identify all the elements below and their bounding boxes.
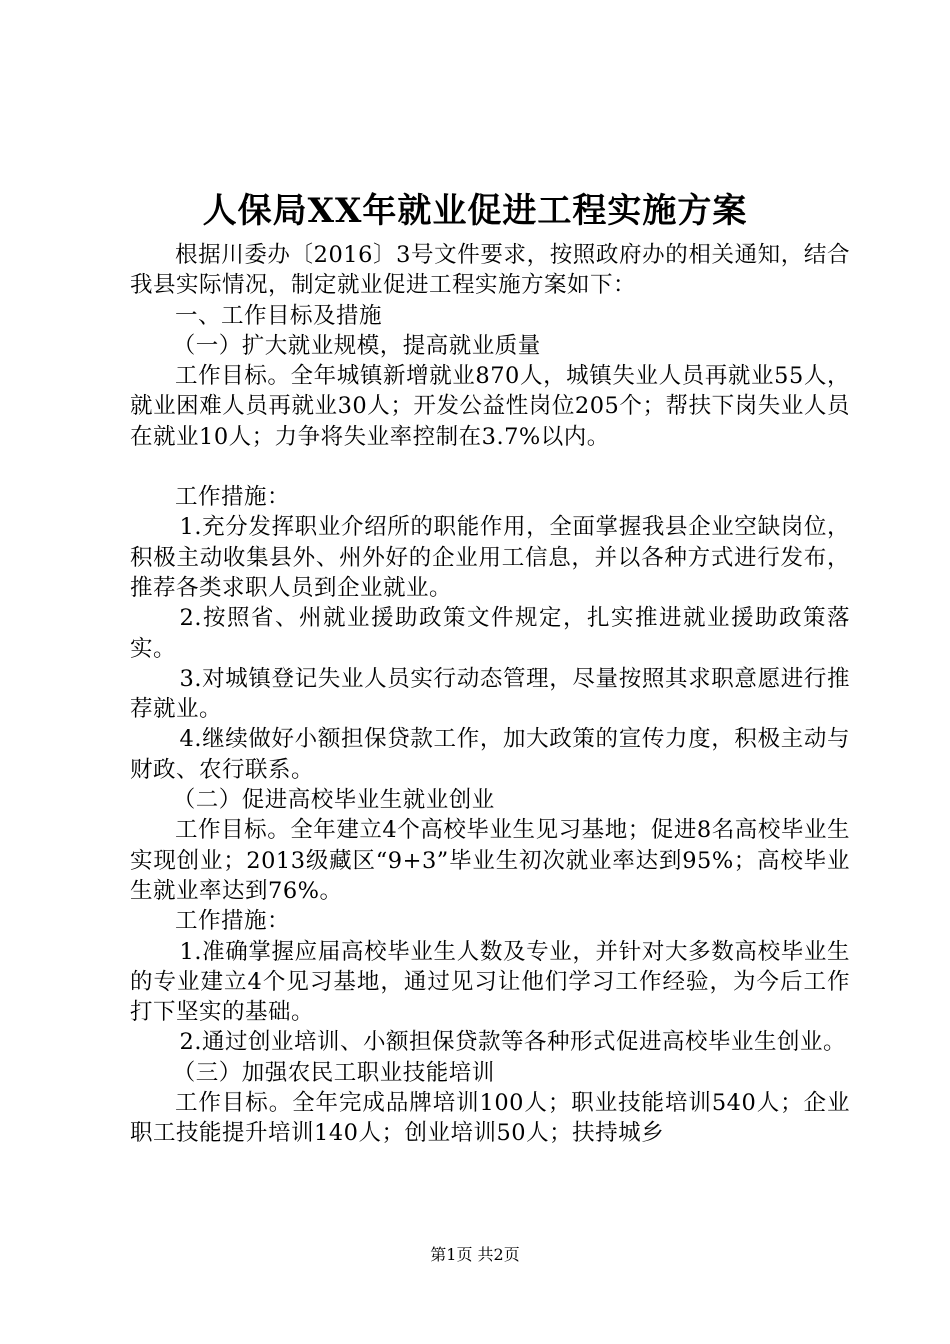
work-goal-paragraph: 工作目标。全年完成品牌培训100人；职业技能培训540人；企业职工技能提升培训140人；创业培训50人；扶持城乡 [130,1090,850,1147]
measure-item: 2.按照省、州就业援助政策文件规定，扎实推进就业援助政策落实。 [130,605,850,662]
measure-item: 4.继续做好小额担保贷款工作，加大政策的宣传力度，积极主动与财政、农行联系。 [130,726,850,783]
work-measures-heading: 工作措施： [175,908,291,935]
subsection-heading: （三）加强农民工职业技能培训 [172,1059,495,1086]
section-heading: 一、工作目标及措施 [175,302,383,329]
page-footer: 第1页 共2页 [430,1245,520,1264]
work-goal-paragraph: 工作目标。全年城镇新增就业870人，城镇失业人员再就业55人，就业困难人员再就业30人；开发公益性岗位205个；帮扶下岗失业人员在就业10人；力争将失业率控制在3.7%以内。 [130,363,850,450]
work-measures-heading: 工作措施： [175,484,291,511]
paragraph-gap [130,452,850,482]
work-goal-paragraph: 工作目标。全年建立4个高校毕业生见习基地；促进8名高校毕业生实现创业；2013级藏区“9+3”毕业生初次就业率达到95%；高校毕业生就业率达到76%。 [130,817,850,904]
subsection-heading: （二）促进高校毕业生就业创业 [172,787,495,814]
measure-item: 1.充分发挥职业介绍所的职能作用，全面掌握我县企业空缺岗位，积极主动收集县外、州外好的企业用工信息，并以各种方式进行发布，推荐各类求职人员到企业就业。 [130,514,850,601]
intro-paragraph: 根据川委办〔2016〕3号文件要求，按照政府办的相关通知，结合我县实际情况，制定就业促进工程实施方案如下： [130,242,850,299]
document-title: 人保局XX年就业促进工程实施方案 [202,191,748,231]
measure-item: 2.通过创业培训、小额担保贷款等各种形式促进高校毕业生创业。 [179,1029,846,1056]
document-body [130,240,850,1149]
measure-item: 1.准确掌握应届高校毕业生人数及专业，并针对大多数高校毕业生的专业建立4个见习基地，通过见习让他们学习工作经验，为今后工作打下坚实的基础。 [130,938,850,1026]
subsection-heading: （一）扩大就业规模，提高就业质量 [172,332,541,359]
measure-item: 3.对城镇登记失业人员实行动态管理，尽量按照其求职意愿进行推荐就业。 [130,665,850,723]
